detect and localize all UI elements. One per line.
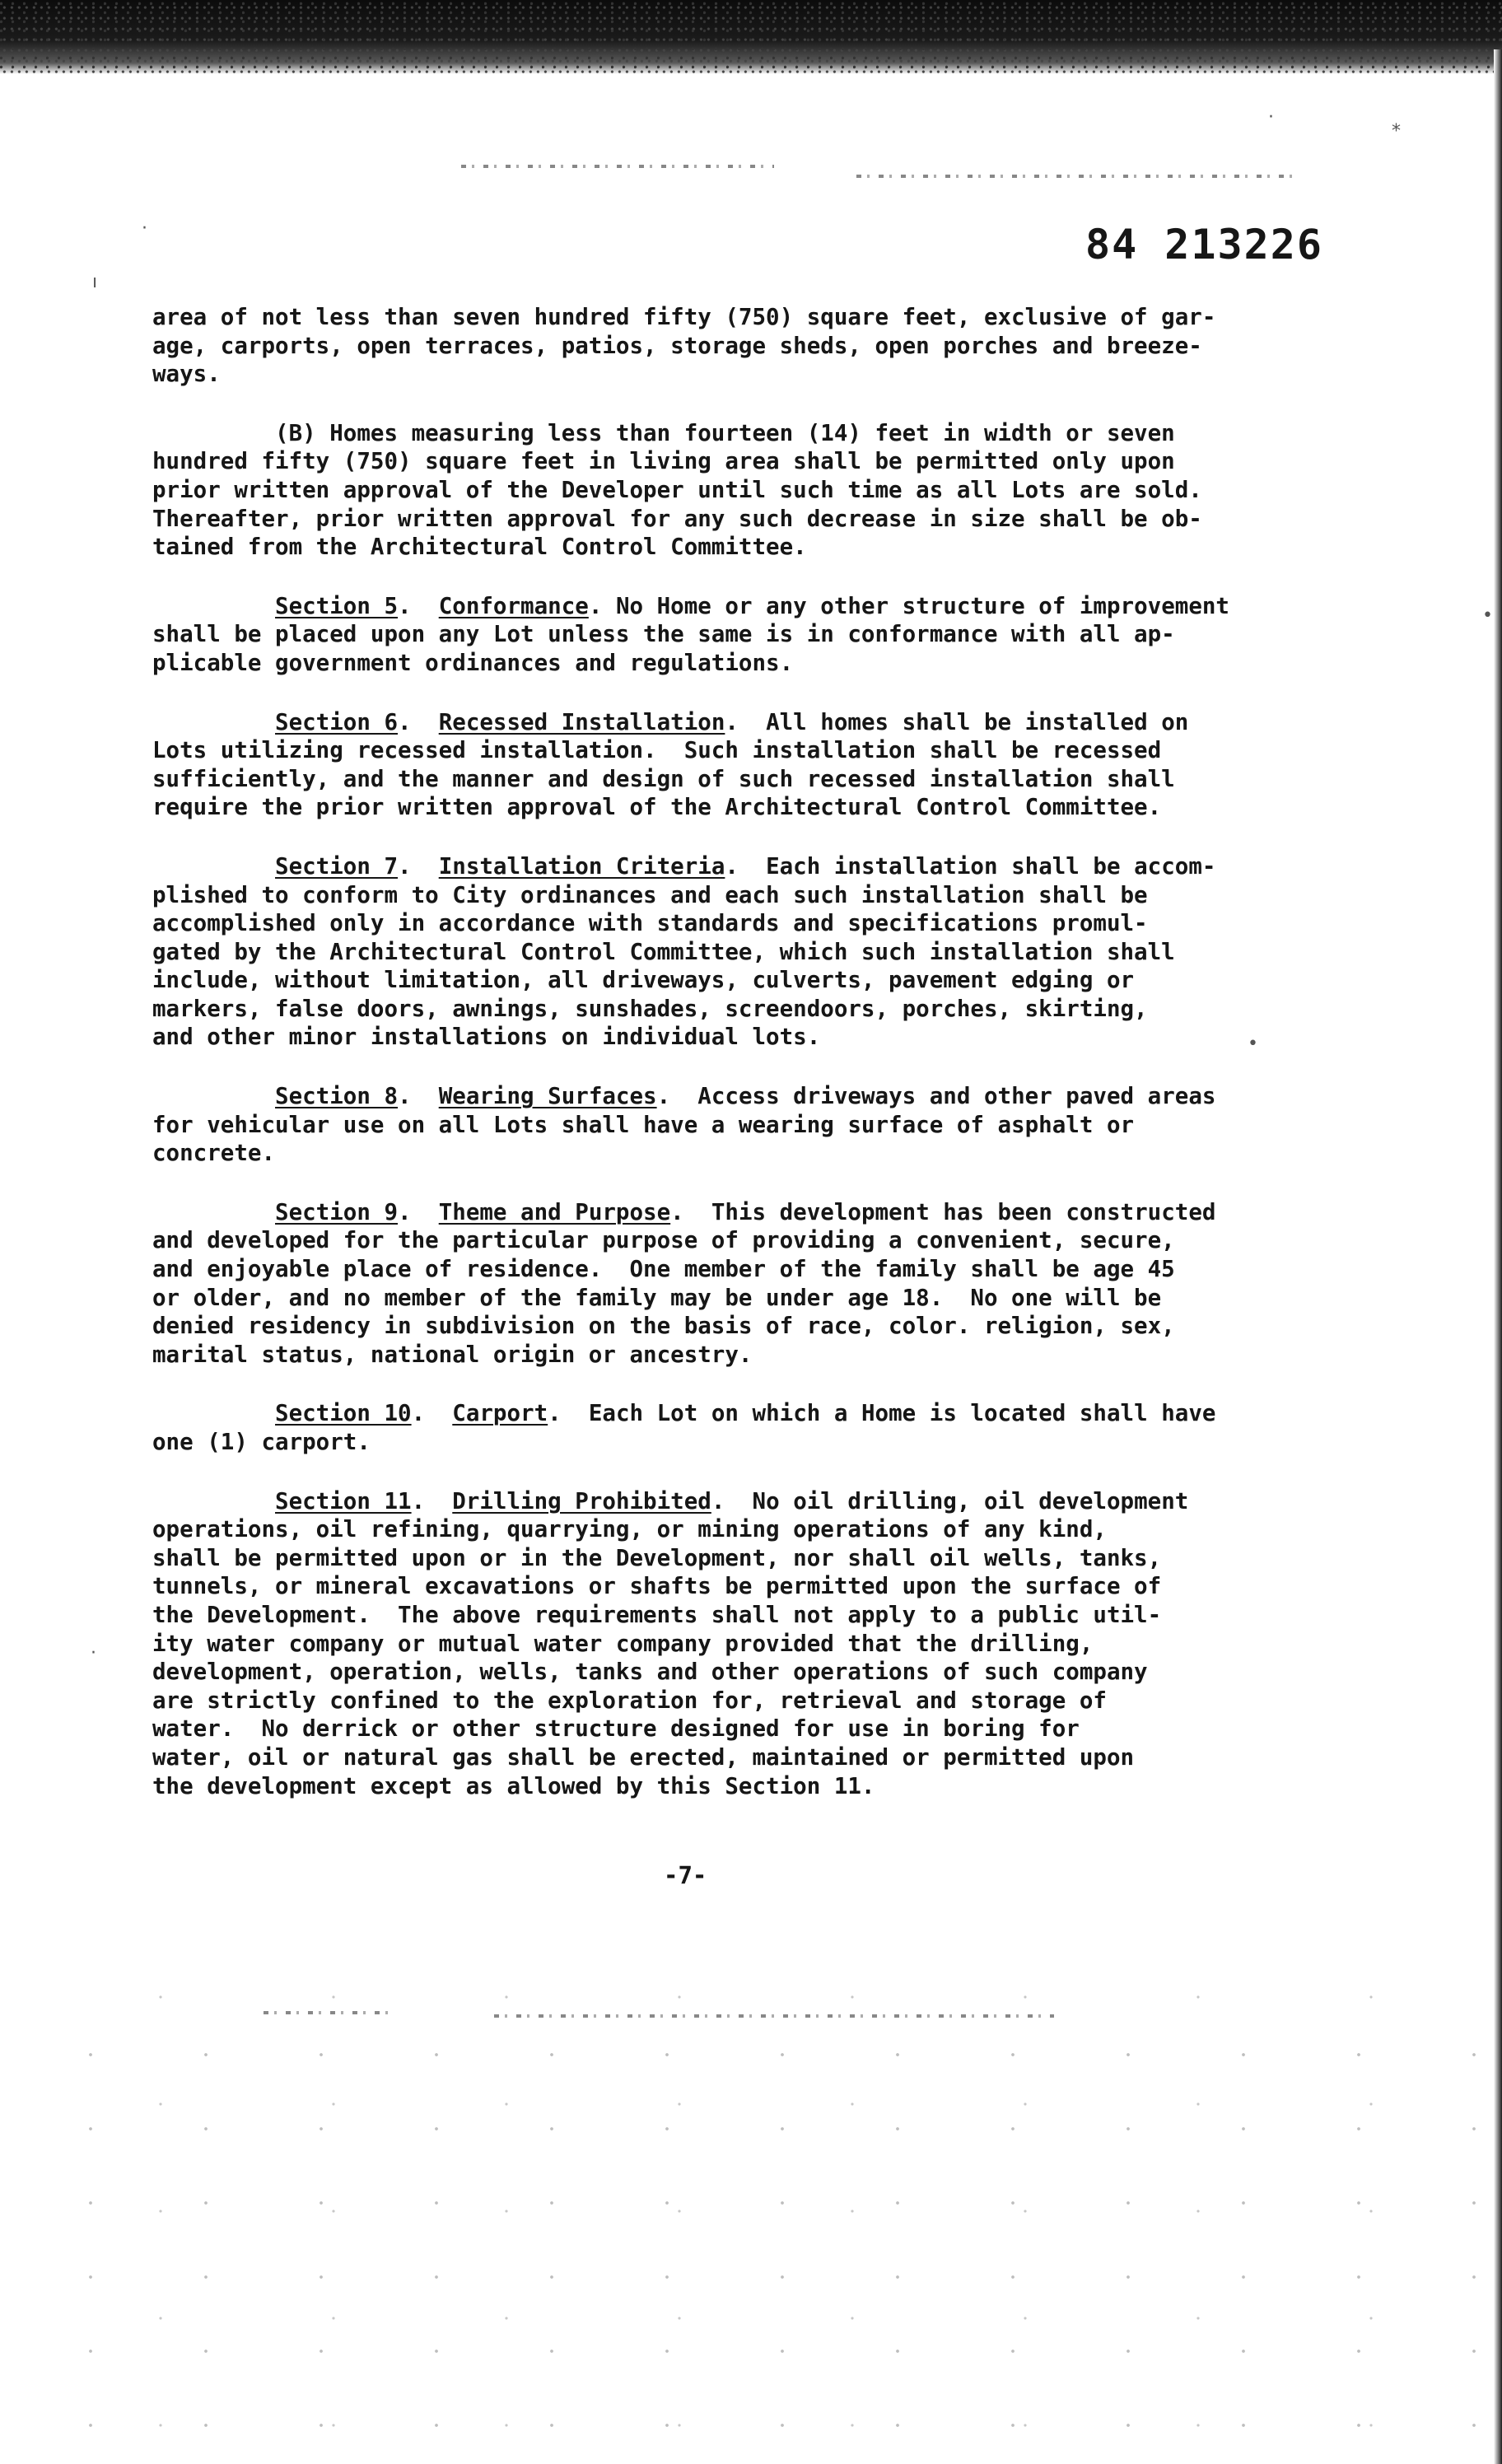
section-first-line: Section 10. Carport. Each Lot on which a Home is located shall have xyxy=(275,1400,1216,1427)
text-line: are strictly confined to the exploration for, retrieval and storage of xyxy=(152,1687,1107,1714)
text-line: denied residency in subdivision on the basis of race, color. religion, sex, xyxy=(152,1313,1175,1340)
section-first-line: Section 5. Conformance. No Home or any other structure of improvement xyxy=(275,592,1229,619)
section-number: Section 7 xyxy=(275,852,399,880)
document-number: 84 213226 xyxy=(1085,221,1323,268)
scan-speck: · xyxy=(142,218,147,239)
section-first-line: Section 11. Drilling Prohibited. No oil drilling, oil development xyxy=(275,1487,1189,1514)
text-line: concrete. xyxy=(152,1140,276,1167)
scan-artifact-line xyxy=(461,165,774,168)
section-first-line-text: Access driveways and other paved areas xyxy=(670,1083,1216,1110)
paragraph-gap xyxy=(152,1457,1338,1487)
text-line: age, carports, open terraces, patios, storage sheds, open porches and breeze- xyxy=(152,332,1202,359)
text-line: gated by the Architectural Control Committee, which such installation shall xyxy=(152,938,1175,965)
paragraph-gap xyxy=(152,1369,1338,1399)
scan-speck: · xyxy=(91,1643,96,1664)
section-first-line-text: All homes shall be installed on xyxy=(738,708,1189,735)
paragraph xyxy=(152,303,1338,389)
text-line: ity water company or mutual water company provided that the drilling, xyxy=(152,1630,1094,1657)
section-number: Section 5 xyxy=(275,592,399,619)
text-line: tained from the Architectural Control Committee. xyxy=(152,534,807,561)
document-body xyxy=(152,303,1338,1800)
paragraph xyxy=(152,1082,1338,1168)
section-heading: Conformance xyxy=(438,592,589,619)
paragraph xyxy=(152,592,1338,678)
paragraph-gap xyxy=(152,1052,1338,1082)
section-heading: Carport xyxy=(452,1400,548,1427)
section-first-line: Section 9. Theme and Purpose. This development has been constructed xyxy=(275,1198,1216,1225)
text-line: accomplished only in accordance with standards and specifications promul- xyxy=(152,910,1148,937)
paragraph-gap xyxy=(152,389,1338,419)
text-line: one (1) carport. xyxy=(152,1429,371,1455)
section-first-line-text: Each Lot on which a Home is located shall have xyxy=(561,1400,1216,1427)
text-line: the development except as allowed by this Section 11. xyxy=(152,1772,875,1799)
text-line: the Development. The above requirements shall not apply to a public util- xyxy=(152,1601,1162,1628)
section-heading: Drilling Prohibited xyxy=(452,1487,711,1514)
section-heading: Installation Criteria xyxy=(438,852,725,880)
text-line: and developed for the particular purpose of providing a convenient, secure, xyxy=(152,1227,1175,1254)
scan-speck: • xyxy=(1482,605,1493,626)
paragraph-gap xyxy=(152,822,1338,852)
scan-speck: ı xyxy=(92,272,98,292)
scan-speck: • xyxy=(1248,1034,1258,1054)
paragraph xyxy=(152,1399,1338,1456)
section-number: Section 9 xyxy=(275,1198,399,1225)
text-line: include, without limitation, all driveways, culverts, pavement edging or xyxy=(152,967,1135,994)
text-line: or older, and no member of the family may be under age 18. No one will be xyxy=(152,1284,1162,1311)
paragraph xyxy=(152,852,1338,1052)
section-heading: Theme and Purpose xyxy=(438,1198,671,1225)
text-line: shall be permitted upon or in the Development, nor shall oil wells, tanks, xyxy=(152,1544,1162,1571)
paragraph-gap xyxy=(152,562,1338,592)
text-line: sufficiently, and the manner and design of such recessed installation shall xyxy=(152,765,1175,792)
paragraph xyxy=(152,1198,1338,1370)
text-line: hundred fifty (750) square feet in living area shall be permitted only upon xyxy=(152,448,1175,475)
section-first-line-text: No Home or any other structure of improvement xyxy=(602,592,1229,619)
text-line: water. No derrick or other structure designed for use in boring for xyxy=(152,1715,1080,1743)
text-line: plished to conform to City ordinances and each such installation shall be xyxy=(152,881,1148,908)
text-line: plicable government ordinances and regulations. xyxy=(152,649,794,676)
section-first-line: Section 6. Recessed Installation. All homes shall be installed on xyxy=(275,708,1189,735)
paragraph-gap xyxy=(152,678,1338,708)
text-line: (B) Homes measuring less than fourteen (14) feet in width or seven xyxy=(152,419,1175,446)
page-number: -7- xyxy=(664,1861,707,1889)
section-number: Section 6 xyxy=(275,708,399,735)
scan-border-top xyxy=(0,0,1502,74)
text-line: area of not less than seven hundred fifty (750) square feet, exclusive of gar- xyxy=(152,304,1216,330)
text-line: and enjoyable place of residence. One member of the family shall be age 45 xyxy=(152,1256,1175,1283)
text-line: development, operation, wells, tanks and other operations of such company xyxy=(152,1659,1148,1686)
text-line: ways. xyxy=(152,361,221,388)
section-number: Section 11 xyxy=(275,1487,412,1514)
text-line: operations, oil refining, quarrying, or mining operations of any kind, xyxy=(152,1516,1107,1543)
text-line: prior written approval of the Developer until such time as all Lots are sold. xyxy=(152,476,1202,503)
text-line: markers, false doors, awnings, sunshades, screendoors, porches, skirting, xyxy=(152,995,1148,1022)
text-line: tunnels, or mineral excavations or shafts be permitted upon the surface of xyxy=(152,1573,1162,1600)
text-line: and other minor installations on individual lots. xyxy=(152,1024,821,1051)
paragraph-gap xyxy=(152,1168,1338,1198)
section-first-line-text: Each installation shall be accom- xyxy=(738,852,1216,880)
section-first-line: Section 8. Wearing Surfaces. Access driveways and other paved areas xyxy=(275,1083,1216,1110)
scan-speck: ⁎ xyxy=(1392,115,1401,136)
scan-border-right xyxy=(1494,49,1502,2464)
paragraph xyxy=(152,1487,1338,1801)
section-number: Section 10 xyxy=(275,1400,412,1427)
text-line: water, oil or natural gas shall be erected, maintained or permitted upon xyxy=(152,1743,1135,1771)
text-line: marital status, national origin or ancestry. xyxy=(152,1341,753,1368)
scan-artifact-line xyxy=(856,175,1301,178)
text-line: for vehicular use on all Lots shall have a wearing surface of asphalt or xyxy=(152,1111,1135,1138)
text-line: shall be placed upon any Lot unless the same is in conformance with all ap- xyxy=(152,621,1175,648)
scan-noise xyxy=(0,1993,1494,2464)
text-line: Lots utilizing recessed installation. Such installation shall be recessed xyxy=(152,737,1162,764)
section-first-line-text: No oil drilling, oil development xyxy=(725,1487,1189,1514)
text-line: require the prior written approval of the Architectural Control Committee. xyxy=(152,794,1162,821)
section-heading: Recessed Installation xyxy=(438,708,725,735)
paragraph xyxy=(152,708,1338,822)
section-first-line-text: This development has been constructed xyxy=(683,1198,1216,1225)
scan-speck: · xyxy=(1268,107,1274,128)
section-first-line: Section 7. Installation Criteria. Each installation shall be accom- xyxy=(275,852,1216,880)
section-heading: Wearing Surfaces xyxy=(438,1083,657,1110)
text-line: Thereafter, prior written approval for any such decrease in size shall be ob- xyxy=(152,505,1202,532)
paragraph xyxy=(152,419,1338,562)
section-number: Section 8 xyxy=(275,1083,399,1110)
